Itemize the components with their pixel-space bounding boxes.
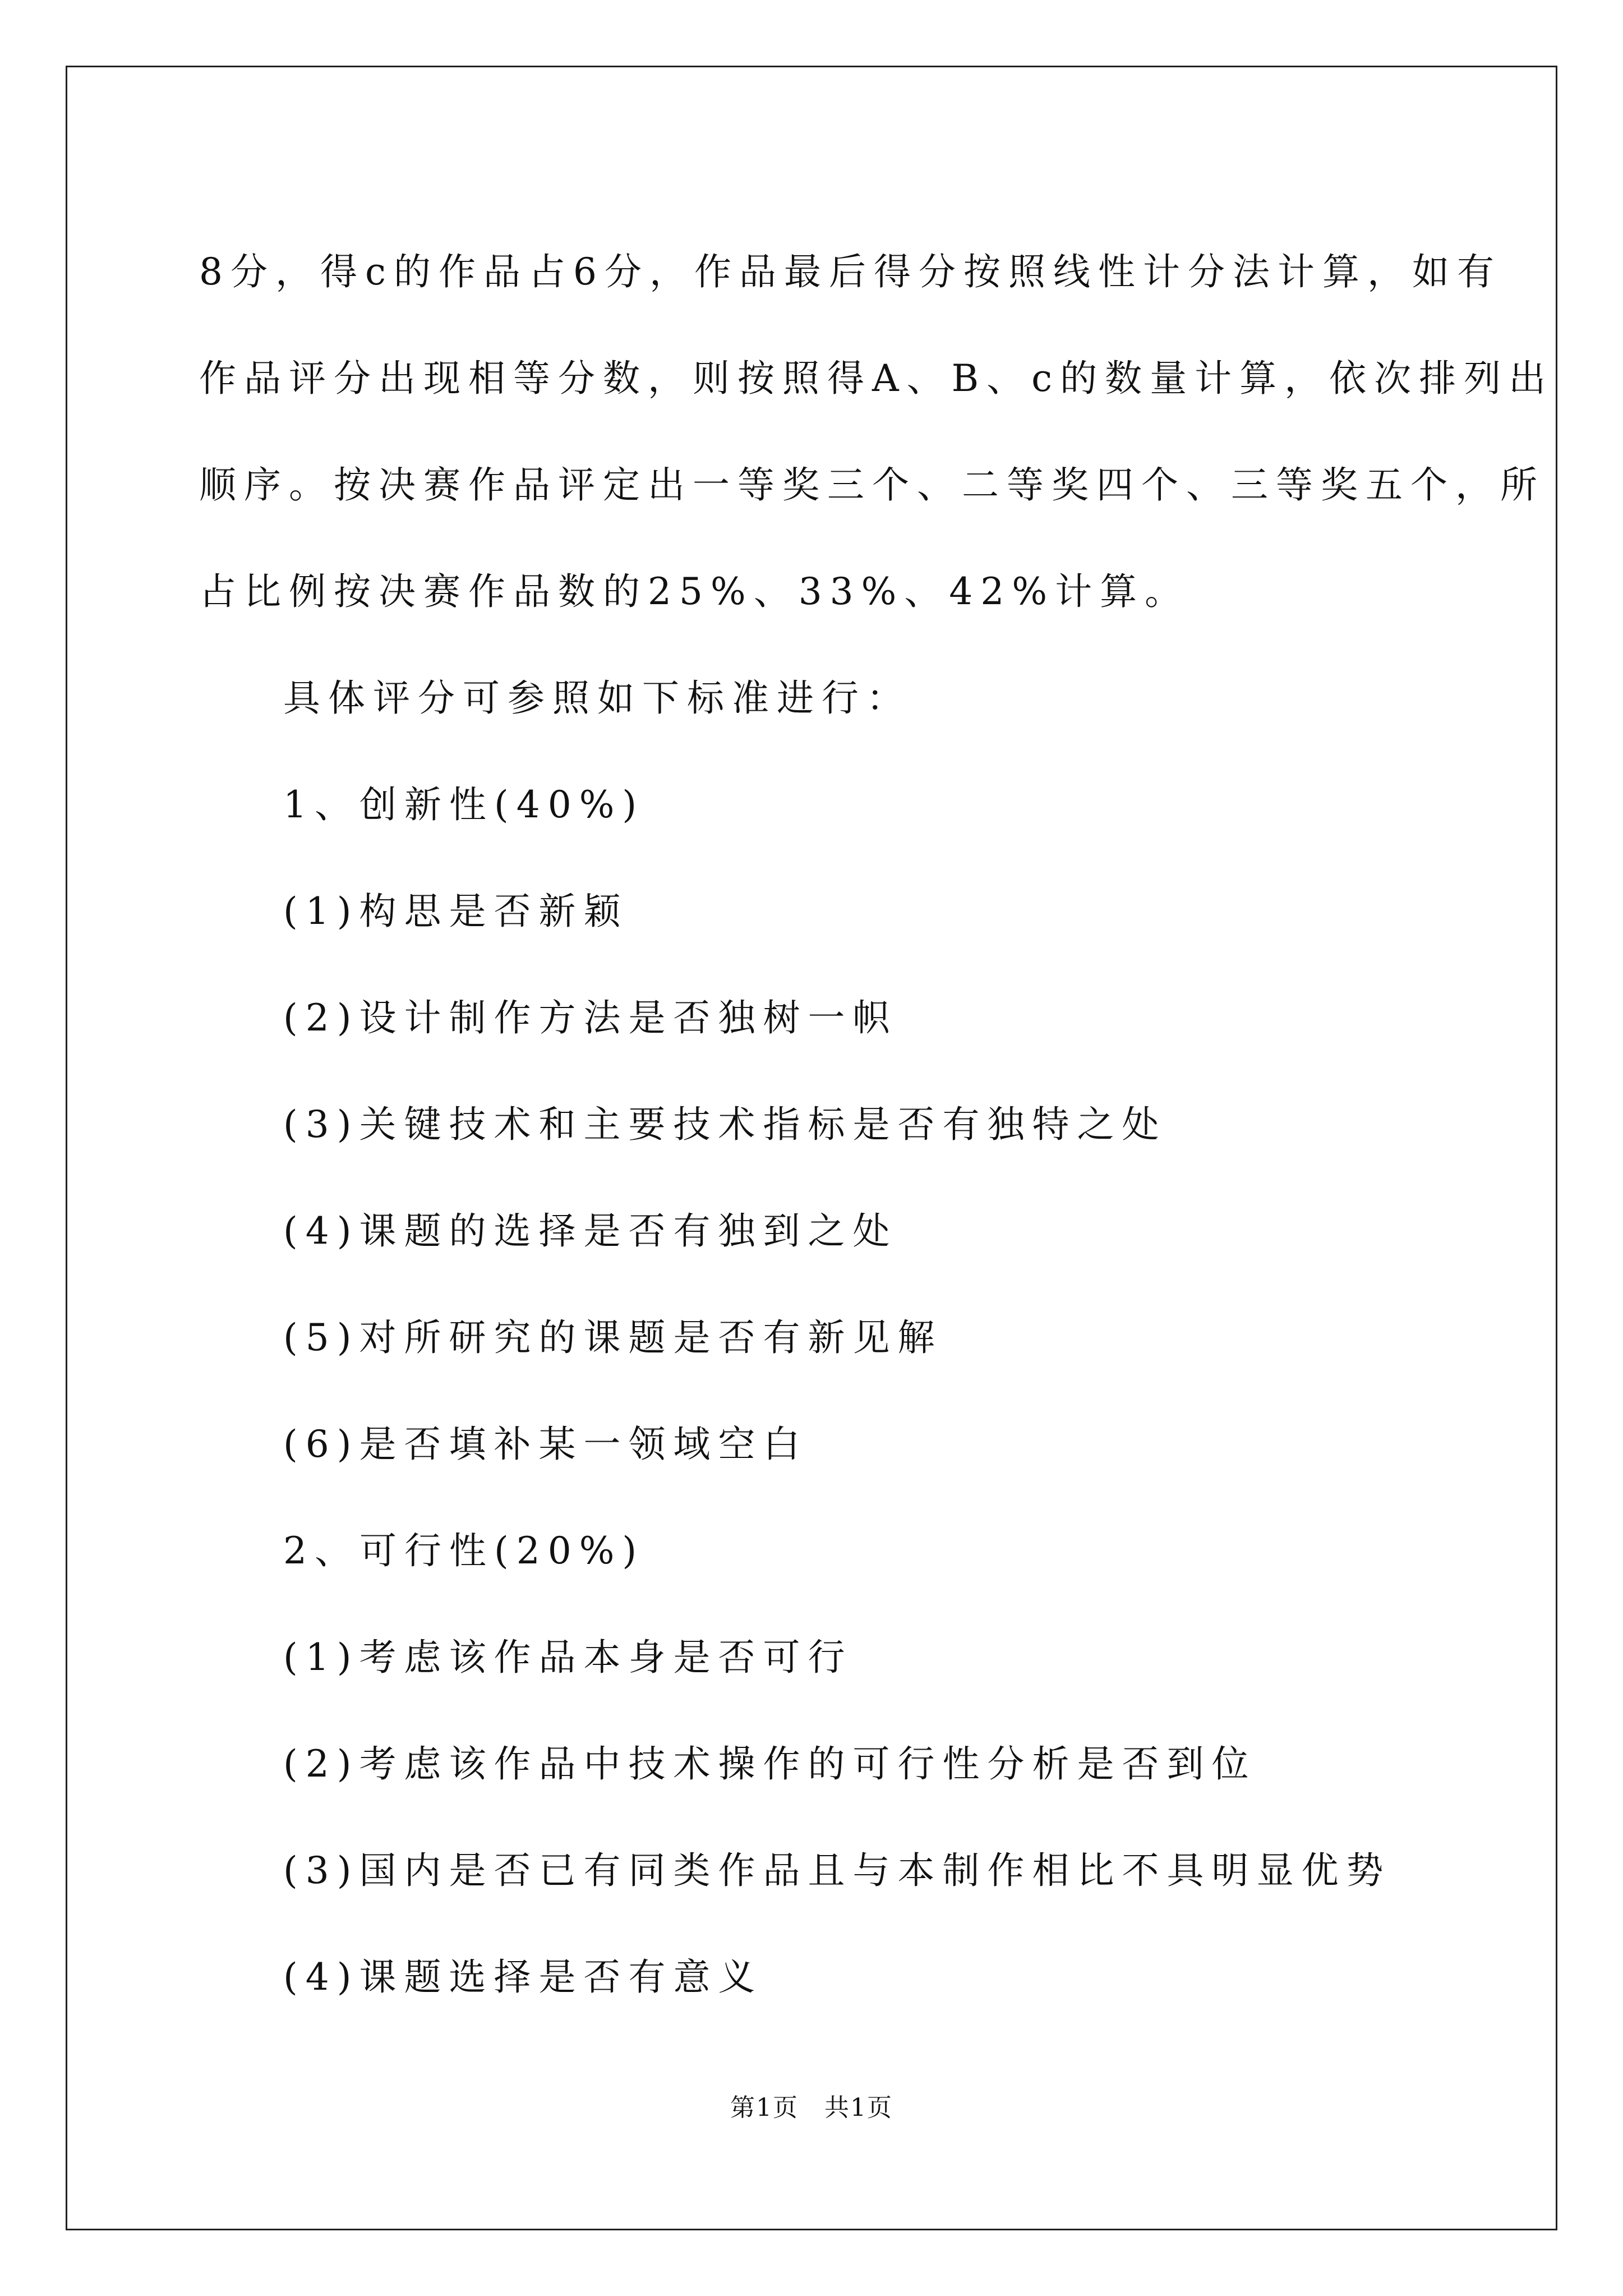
criterion-item: (3)关键技术和主要技术指标是否有独特之处 bbox=[283, 1103, 1167, 1146]
criterion-item: (6)是否填补某一领域空白 bbox=[283, 1423, 808, 1466]
intro-line: 作品评分出现相等分数，则按照得A、B、c的数量计算，依次排列出 bbox=[199, 357, 1554, 400]
criterion-item: (2)设计制作方法是否独树一帜 bbox=[283, 996, 898, 1039]
section-heading-innovation: 1、创新性(40%) bbox=[283, 783, 645, 826]
criterion-item: (4)课题选择是否有意义 bbox=[283, 1955, 763, 1999]
section-heading-feasibility: 2、可行性(20%) bbox=[283, 1529, 645, 1572]
criterion-item: (4)课题的选择是否有独到之处 bbox=[283, 1209, 898, 1253]
intro-paragraph bbox=[199, 219, 1554, 645]
scoring-intro: 具体评分可参照如下标准进行： bbox=[283, 677, 911, 720]
intro-line: 顺序。按决赛作品评定出一等奖三个、二等奖四个、三等奖五个，所 bbox=[199, 463, 1545, 507]
intro-line: 8分，得c的作品占6分，作品最后得分按照线性计分法计算，如有 bbox=[199, 250, 1502, 293]
intro-line: 占比例按决赛作品数的25%、33%、42%计算。 bbox=[199, 570, 1190, 613]
criterion-item: (5)对所研究的课题是否有新见解 bbox=[283, 1316, 943, 1359]
criterion-item: (1)考虑该作品本身是否可行 bbox=[283, 1636, 853, 1679]
criterion-item: (1)构思是否新颖 bbox=[283, 890, 629, 933]
page-number: 第1页 共1页 bbox=[730, 2093, 893, 2122]
document-body bbox=[199, 219, 1554, 2031]
criterion-item: (3)国内是否已有同类作品且与本制作相比不具明显优势 bbox=[283, 1849, 1391, 1892]
criterion-item: (2)考虑该作品中技术操作的可行性分析是否到位 bbox=[283, 1742, 1257, 1786]
